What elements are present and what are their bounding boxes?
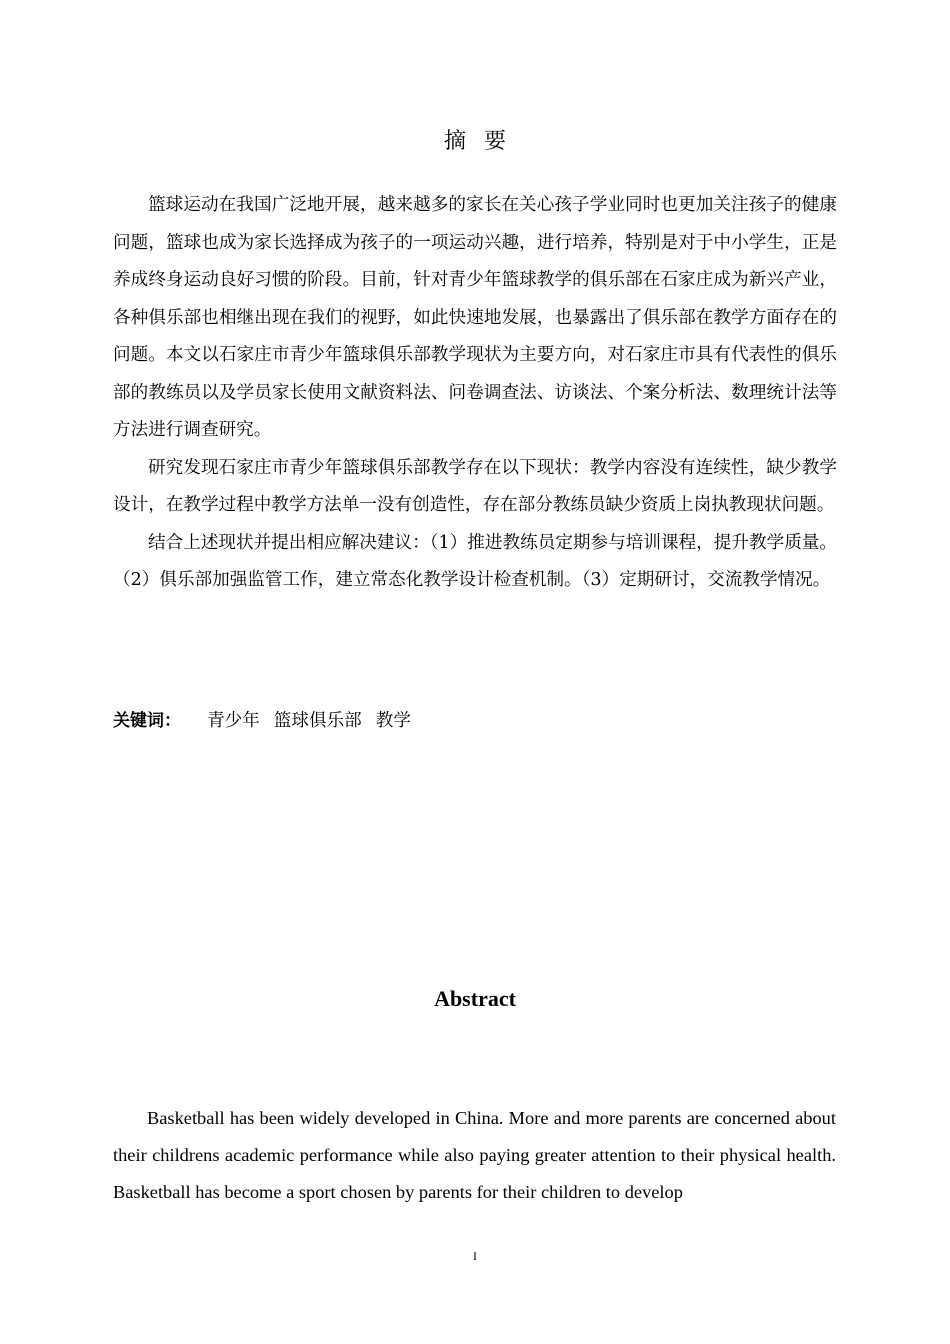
english-abstract-title: Abstract: [434, 986, 516, 1011]
keyword-3: 教学: [375, 711, 411, 731]
chinese-abstract-paragraph-3: 结合上述现状并提出相应解决建议：（1）推进教练员定期参与培训课程，提升教学质量。（2）俱乐部加强监管工作，建立常态化教学设计检查机制。（3）定期研讨，交流教学情况。: [113, 532, 837, 590]
page-number: I: [473, 1249, 477, 1263]
english-abstract-paragraph-1: Basketball has been widely developed in China. More and more parents are concerned about their childrens academic performance while also paying greater attention to their physical health. Basketball has become a sport chosen by parents for their children to develop: [113, 1108, 836, 1202]
keywords-label: 关键词：: [113, 711, 181, 731]
chinese-abstract-title: 摘要: [443, 129, 524, 154]
keyword-2: 篮球俱乐部: [273, 711, 362, 731]
english-abstract-body: [113, 1100, 836, 1211]
keyword-1: 青少年: [207, 711, 260, 731]
chinese-abstract-body: [113, 187, 837, 600]
chinese-abstract-paragraph-2: 研究发现石家庄市青少年篮球俱乐部教学存在以下现状：教学内容没有连续性，缺少教学设计，在教学过程中教学方法单一没有创造性，存在部分教练员缺少资质上岗执教现状问题。: [113, 457, 837, 515]
chinese-keywords: [113, 706, 411, 736]
chinese-abstract-paragraph-1: 篮球运动在我国广泛地开展，越来越多的家长在关心孩子学业同时也更加关注孩子的健康问题，篮球也成为家长选择成为孩子的一项运动兴趣，进行培养，特别是对于中小学生，正是养成终身运动良好习惯的阶段。目前，针对青少年篮球教学的俱乐部在石家庄成为新兴产业，各种俱乐部也相继出现在我们的视野，如此快速地发展，也暴露出了俱乐部在教学方面存在的问题。本文以石家庄市青少年篮球俱乐部教学现状为主要方向，对石家庄市具有代表性的俱乐部的教练员以及学员家长使用文献资料法、问卷调查法、访谈法、个案分析法、数理统计法等方法进行调查研究。: [113, 195, 837, 440]
